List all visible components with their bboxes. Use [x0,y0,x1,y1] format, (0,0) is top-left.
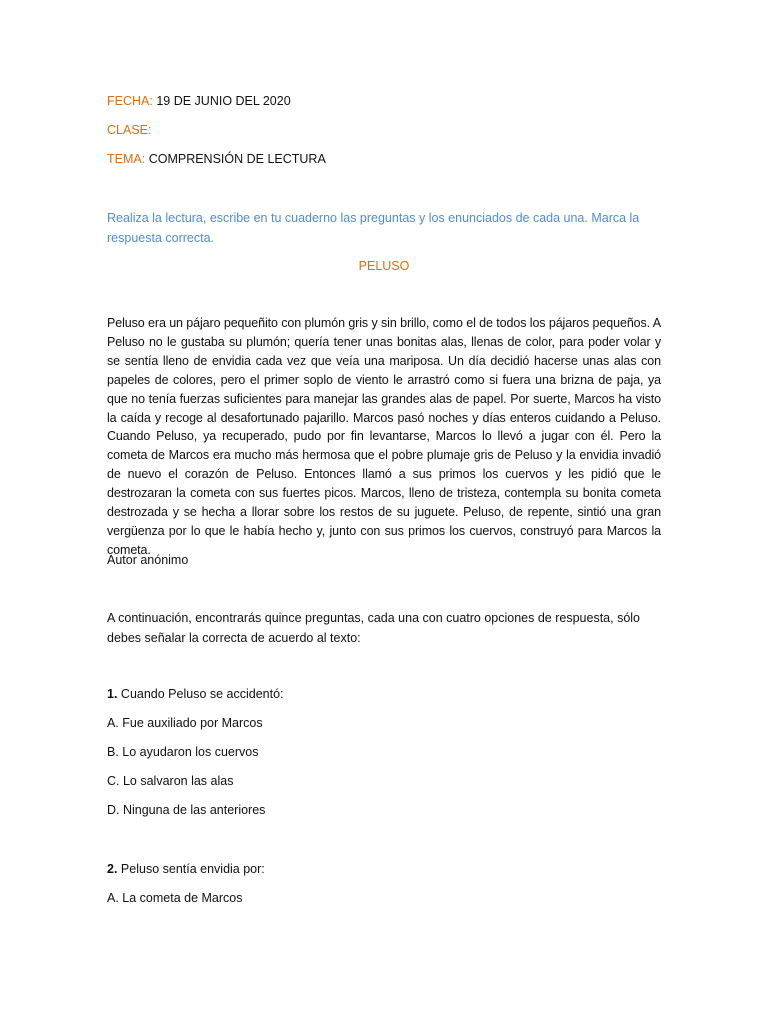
questions-intro: A continuación, encontrarás quince preguntas, cada una con cuatro opciones de respuesta, sólo debes señalar la correcta de acuerdo al texto: [107,611,640,645]
question-1-option-a: A. Fue auxiliado por Marcos [107,716,263,730]
question-1-text: Cuando Peluso se accidentó: [120,687,284,701]
question-1 [107,686,284,702]
class-line [107,122,151,138]
date-value: 19 DE JUNIO DEL 2020 [156,94,291,108]
topic-value: COMPRENSIÓN DE LECTURA [148,152,326,166]
story-text: Peluso era un pájaro pequeñito con plumón gris y sin brillo, como el de todos los pájaros pequeños. A Peluso no le gustaba su plumón; quería tener unas bonitas alas, llenas de color, para poder volar y se sentía lleno de envidia cada vez que veía una mariposa. Un día decidió hacerse unas alas con papeles de colores, pero el primer soplo de viento le arrastró como si fuera una brizna de paja, ya que no tenía fuerzas suficientes para manejar las grandes alas de papel. Por suerte, Marcos ha visto la caída y recoge al desafortunado pajarillo. Marcos pasó noches y días enteros cuidando a Peluso. Cuando Peluso, ya recuperado, pudo por fin levantarse, Marcos lo llevó a jugar con él. Pero la cometa de Marcos era mucho más hermosa que el pobre plumaje gris de Peluso y la envidia invadió de nuevo el corazón de Peluso. Entonces llamó a sus primos los cuervos y les pidió que le destrozaran la cometa con sus fuertes picos. Marcos, lleno de tristeza, contempla su bonita cometa destrozada y se hecha a llorar sobre los restos de su juguete. Peluso, de repente, sintió una gran vergüenza por lo que le había hecho y, junto con sus primos los cuervos, construyó para Marcos la cometa. [107,316,661,557]
question-1-number: 1. [107,687,118,701]
story-author: Autor anónimo [107,553,189,567]
question-2 [107,861,265,877]
topic-label: TEMA: [107,152,146,166]
date-line [107,93,291,109]
class-label: CLASE: [107,123,152,137]
instructions: Realiza la lectura, escribe en tu cuaderno las preguntas y los enunciados de cada una. Marca la respuesta correcta. [107,211,640,245]
question-1-option-c: C. Lo salvaron las alas [107,774,234,788]
question-1-option-b: B. Lo ayudaron los cuervos [107,745,259,759]
story-title: PELUSO [358,259,410,273]
question-1-option-d: D. Ninguna de las anteriores [107,803,266,817]
question-2-text: Peluso sentía envidia por: [120,862,265,876]
topic-line [107,151,326,167]
question-2-option-a: A. La cometa de Marcos [107,891,243,905]
question-2-number: 2. [107,862,118,876]
date-label: FECHA: [107,94,153,108]
